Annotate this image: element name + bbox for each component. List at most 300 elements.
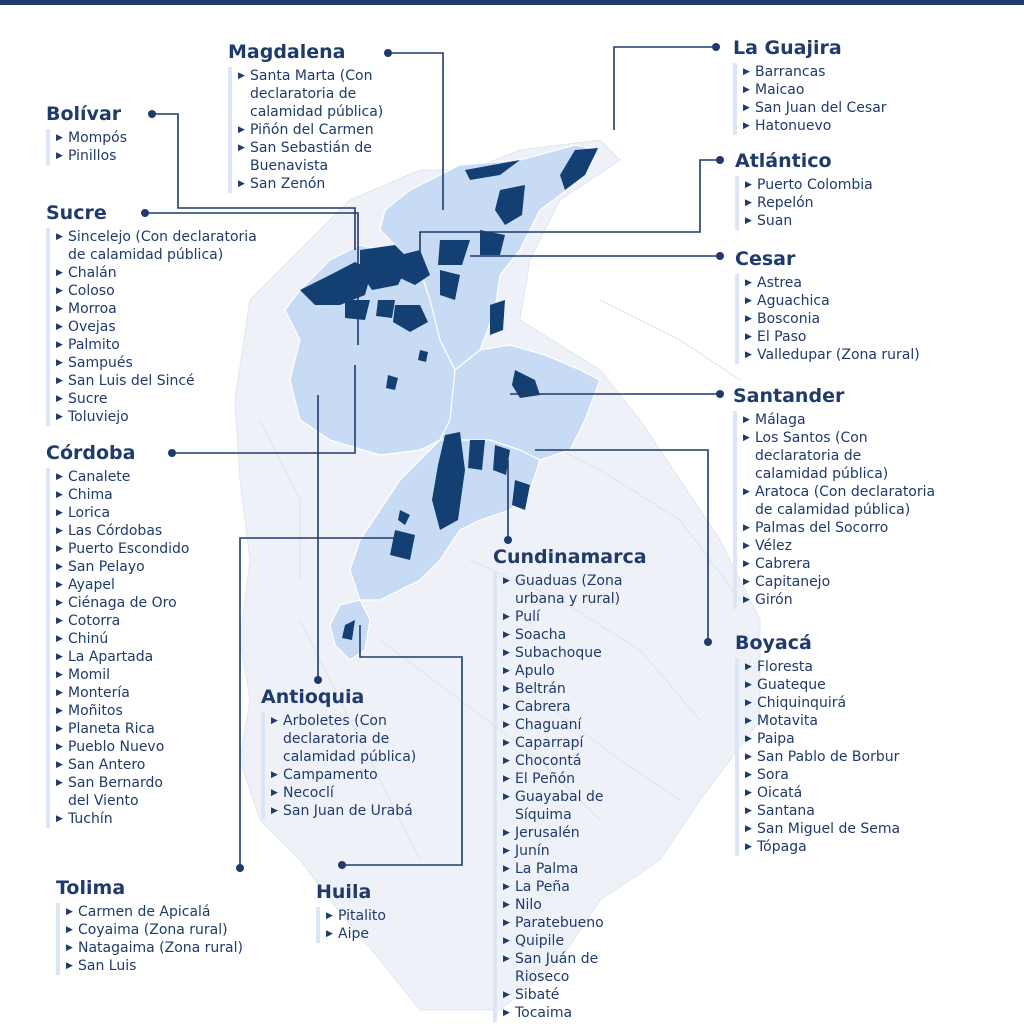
dept-title: Córdoba xyxy=(46,442,136,464)
municipality-item xyxy=(743,117,887,135)
triangle-bullet-icon: ▶ xyxy=(745,662,752,672)
municipality-item xyxy=(56,408,257,426)
municipality-item xyxy=(745,346,920,364)
triangle-bullet-icon: ▶ xyxy=(503,684,510,694)
triangle-bullet-icon: ▶ xyxy=(503,756,510,766)
municipality-name: Piñón del Carmen xyxy=(250,122,374,138)
municipality-name: San Juán de Rioseco xyxy=(515,951,599,985)
municipality-name: Beltrán xyxy=(515,681,566,697)
municipality-name: El Paso xyxy=(757,329,807,345)
municipality-name: Quipile xyxy=(515,933,565,949)
municipality-name: Junín xyxy=(515,843,550,859)
municipality-name: Sincelejo (Con declaratoria de calamidad pública) xyxy=(68,229,257,263)
dept-title: Cesar xyxy=(735,248,796,270)
triangle-bullet-icon: ▶ xyxy=(503,738,510,748)
dept-bolivar xyxy=(46,102,127,165)
municipality-item xyxy=(56,522,189,540)
municipality-item xyxy=(56,264,257,282)
municipality-item xyxy=(271,784,416,802)
municipality-list xyxy=(735,658,900,856)
municipality-name: Sibaté xyxy=(515,987,560,1003)
triangle-bullet-icon: ▶ xyxy=(745,698,752,708)
triangle-bullet-icon: ▶ xyxy=(503,828,510,838)
triangle-bullet-icon: ▶ xyxy=(56,778,63,788)
triangle-bullet-icon: ▶ xyxy=(503,612,510,622)
triangle-bullet-icon: ▶ xyxy=(56,340,63,350)
municipality-name: Montería xyxy=(68,685,130,701)
municipality-item xyxy=(503,950,647,986)
triangle-bullet-icon: ▶ xyxy=(271,716,278,726)
municipality-name: Pinillos xyxy=(68,148,117,164)
dept-title: Magdalena xyxy=(228,41,346,63)
municipality-list xyxy=(228,67,383,193)
triangle-bullet-icon: ▶ xyxy=(743,487,750,497)
triangle-bullet-icon: ▶ xyxy=(238,179,245,189)
triangle-bullet-icon: ▶ xyxy=(271,770,278,780)
municipality-item xyxy=(56,720,189,738)
triangle-bullet-icon: ▶ xyxy=(56,634,63,644)
triangle-bullet-icon: ▶ xyxy=(503,576,510,586)
triangle-bullet-icon: ▶ xyxy=(503,864,510,874)
municipality-item xyxy=(743,63,887,81)
municipality-name: Girón xyxy=(755,592,793,608)
triangle-bullet-icon: ▶ xyxy=(56,394,63,404)
municipality-item xyxy=(745,802,900,820)
municipality-name: Oicatá xyxy=(757,785,803,801)
dept-cordoba xyxy=(46,441,189,828)
municipality-name: Tuchín xyxy=(68,811,113,827)
municipality-list xyxy=(735,176,873,230)
triangle-bullet-icon: ▶ xyxy=(56,652,63,662)
municipality-list xyxy=(46,468,189,828)
municipality-list xyxy=(733,63,887,135)
triangle-bullet-icon: ▶ xyxy=(326,929,333,939)
municipality-item xyxy=(503,932,647,950)
triangle-bullet-icon: ▶ xyxy=(271,788,278,798)
municipality-item xyxy=(503,788,647,824)
municipality-name: Momil xyxy=(68,667,111,683)
triangle-bullet-icon: ▶ xyxy=(66,907,73,917)
municipality-name: La Peña xyxy=(515,879,570,895)
municipality-item xyxy=(56,282,257,300)
triangle-bullet-icon: ▶ xyxy=(56,562,63,572)
dept-title: Tolima xyxy=(56,877,126,899)
triangle-bullet-icon: ▶ xyxy=(326,911,333,921)
municipality-item xyxy=(66,939,243,957)
triangle-bullet-icon: ▶ xyxy=(743,559,750,569)
municipality-name: San Bernardo del Viento xyxy=(68,775,163,809)
triangle-bullet-icon: ▶ xyxy=(56,376,63,386)
municipality-name: Pitalito xyxy=(338,908,386,924)
municipality-item xyxy=(326,907,386,925)
triangle-bullet-icon: ▶ xyxy=(56,286,63,296)
municipality-name: Chinú xyxy=(68,631,109,647)
municipality-name: Tocaima xyxy=(515,1005,573,1021)
triangle-bullet-icon: ▶ xyxy=(503,648,510,658)
dept-boyaca xyxy=(735,631,900,856)
triangle-bullet-icon: ▶ xyxy=(56,580,63,590)
municipality-list xyxy=(46,228,257,426)
municipality-name: Campamento xyxy=(283,767,378,783)
municipality-name: Aratoca (Con declaratoria de calamidad pública) xyxy=(755,484,936,518)
municipality-list xyxy=(733,411,935,609)
triangle-bullet-icon: ▶ xyxy=(56,670,63,680)
triangle-bullet-icon: ▶ xyxy=(745,296,752,306)
triangle-bullet-icon: ▶ xyxy=(238,143,245,153)
municipality-item xyxy=(745,748,900,766)
municipality-item xyxy=(743,591,935,609)
municipality-item xyxy=(743,555,935,573)
municipality-item xyxy=(56,504,189,522)
triangle-bullet-icon: ▶ xyxy=(745,314,752,324)
triangle-bullet-icon: ▶ xyxy=(56,616,63,626)
triangle-bullet-icon: ▶ xyxy=(503,882,510,892)
municipality-name: El Peñón xyxy=(515,771,576,787)
municipality-item xyxy=(66,957,243,975)
triangle-bullet-icon: ▶ xyxy=(745,842,752,852)
municipality-item xyxy=(503,878,647,896)
triangle-bullet-icon: ▶ xyxy=(745,734,752,744)
municipality-item xyxy=(56,666,189,684)
municipality-name: Ovejas xyxy=(68,319,116,335)
municipality-name: Sora xyxy=(757,767,789,783)
dept-santander xyxy=(733,384,935,609)
municipality-item xyxy=(745,310,920,328)
municipality-item xyxy=(56,354,257,372)
municipality-name: Guayabal de Síquima xyxy=(515,789,604,823)
municipality-item xyxy=(56,390,257,408)
dept-title: Antioquia xyxy=(261,686,365,708)
municipality-item xyxy=(743,99,887,117)
municipality-name: Barrancas xyxy=(755,64,826,80)
municipality-item xyxy=(503,626,647,644)
dept-cundinamarca xyxy=(493,545,647,1022)
municipality-name: San Juan del Cesar xyxy=(755,100,887,116)
triangle-bullet-icon: ▶ xyxy=(503,954,510,964)
triangle-bullet-icon: ▶ xyxy=(56,490,63,500)
municipality-name: Palmas del Socorro xyxy=(755,520,889,536)
triangle-bullet-icon: ▶ xyxy=(56,760,63,770)
municipality-item xyxy=(503,698,647,716)
triangle-bullet-icon: ▶ xyxy=(503,1008,510,1018)
triangle-bullet-icon: ▶ xyxy=(745,198,752,208)
triangle-bullet-icon: ▶ xyxy=(56,232,63,242)
municipality-name: Morroa xyxy=(68,301,117,317)
dept-title: La Guajira xyxy=(733,37,842,59)
triangle-bullet-icon: ▶ xyxy=(56,322,63,332)
municipality-item xyxy=(56,486,189,504)
municipality-name: San Luis xyxy=(78,958,137,974)
triangle-bullet-icon: ▶ xyxy=(503,774,510,784)
triangle-bullet-icon: ▶ xyxy=(745,716,752,726)
municipality-item xyxy=(503,734,647,752)
municipality-name: Tópaga xyxy=(757,839,807,855)
municipality-name: Aipe xyxy=(338,926,369,942)
dept-sucre xyxy=(46,201,257,426)
triangle-bullet-icon: ▶ xyxy=(56,268,63,278)
municipality-name: Mompós xyxy=(68,130,128,146)
municipality-name: Ciénaga de Oro xyxy=(68,595,177,611)
municipality-name: Sucre xyxy=(68,391,108,407)
municipality-name: Paratebueno xyxy=(515,915,604,931)
dept-magdalena xyxy=(228,40,383,193)
municipality-name: Maicao xyxy=(755,82,805,98)
municipality-item xyxy=(503,860,647,878)
municipality-name: Suan xyxy=(757,213,793,229)
triangle-bullet-icon: ▶ xyxy=(56,814,63,824)
municipality-item xyxy=(745,694,900,712)
municipality-item xyxy=(503,842,647,860)
triangle-bullet-icon: ▶ xyxy=(745,332,752,342)
municipality-item xyxy=(503,644,647,662)
triangle-bullet-icon: ▶ xyxy=(56,706,63,716)
municipality-name: San Miguel de Sema xyxy=(757,821,901,837)
municipality-item xyxy=(56,300,257,318)
municipality-name: Coyaima (Zona rural) xyxy=(78,922,228,938)
triangle-bullet-icon: ▶ xyxy=(743,67,750,77)
municipality-name: Apulo xyxy=(515,663,555,679)
municipality-name: San Pelayo xyxy=(68,559,145,575)
municipality-name: Bosconia xyxy=(757,311,821,327)
municipality-name: Motavita xyxy=(757,713,818,729)
municipality-name: Puerto Colombia xyxy=(757,177,873,193)
triangle-bullet-icon: ▶ xyxy=(503,846,510,856)
dept-tolima xyxy=(56,876,243,975)
municipality-name: Santana xyxy=(757,803,815,819)
municipality-name: Planeta Rica xyxy=(68,721,155,737)
municipality-item xyxy=(271,712,416,766)
municipality-item xyxy=(745,676,900,694)
municipality-item xyxy=(56,228,257,264)
municipality-list xyxy=(56,903,243,975)
triangle-bullet-icon: ▶ xyxy=(743,433,750,443)
municipality-name: Moñitos xyxy=(68,703,123,719)
triangle-bullet-icon: ▶ xyxy=(66,961,73,971)
municipality-item xyxy=(56,558,189,576)
municipality-name: Las Córdobas xyxy=(68,523,163,539)
triangle-bullet-icon: ▶ xyxy=(238,125,245,135)
municipality-item xyxy=(56,336,257,354)
municipality-name: Puerto Escondido xyxy=(68,541,190,557)
municipality-name: Chiquinquirá xyxy=(757,695,847,711)
municipality-name: Cabrera xyxy=(755,556,811,572)
triangle-bullet-icon: ▶ xyxy=(745,770,752,780)
municipality-item xyxy=(745,176,873,194)
triangle-bullet-icon: ▶ xyxy=(56,526,63,536)
dept-antioquia xyxy=(261,685,416,820)
triangle-bullet-icon: ▶ xyxy=(503,702,510,712)
triangle-bullet-icon: ▶ xyxy=(743,103,750,113)
municipality-list xyxy=(316,907,386,943)
triangle-bullet-icon: ▶ xyxy=(745,752,752,762)
municipality-list xyxy=(735,274,920,364)
triangle-bullet-icon: ▶ xyxy=(745,180,752,190)
dept-title: Sucre xyxy=(46,202,107,224)
municipality-list xyxy=(261,712,416,820)
leader-la-guajira xyxy=(614,47,714,130)
municipality-name: Cabrera xyxy=(515,699,571,715)
municipality-item xyxy=(56,612,189,630)
municipality-name: Chima xyxy=(68,487,113,503)
municipality-item xyxy=(56,756,189,774)
municipality-item xyxy=(745,328,920,346)
municipality-name: Canalete xyxy=(68,469,131,485)
municipality-name: Floresta xyxy=(757,659,813,675)
municipality-name: Chalán xyxy=(68,265,117,281)
municipality-name: Santa Marta (Con declaratoria de calamidad pública) xyxy=(250,68,384,120)
municipality-item xyxy=(743,81,887,99)
triangle-bullet-icon: ▶ xyxy=(745,278,752,288)
municipality-item xyxy=(56,576,189,594)
municipality-item xyxy=(56,774,189,810)
dept-title: Cundinamarca xyxy=(493,546,647,568)
triangle-bullet-icon: ▶ xyxy=(743,523,750,533)
municipality-name: Málaga xyxy=(755,412,806,428)
triangle-bullet-icon: ▶ xyxy=(745,824,752,834)
municipality-item xyxy=(503,896,647,914)
municipality-name: Astrea xyxy=(757,275,803,291)
municipality-name: Chaguaní xyxy=(515,717,582,733)
municipality-item xyxy=(745,712,900,730)
municipality-name: Ayapel xyxy=(68,577,115,593)
municipality-item xyxy=(56,129,127,147)
triangle-bullet-icon: ▶ xyxy=(745,788,752,798)
triangle-bullet-icon: ▶ xyxy=(503,792,510,802)
municipality-item xyxy=(745,274,920,292)
municipality-name: La Apartada xyxy=(68,649,154,665)
municipality-name: Soacha xyxy=(515,627,567,643)
municipality-name: Coloso xyxy=(68,283,115,299)
municipality-item xyxy=(66,903,243,921)
municipality-name: Necoclí xyxy=(283,785,334,801)
municipality-item xyxy=(745,658,900,676)
triangle-bullet-icon: ▶ xyxy=(745,680,752,690)
municipality-name: Sampués xyxy=(68,355,133,371)
triangle-bullet-icon: ▶ xyxy=(56,742,63,752)
municipality-name: Natagaima (Zona rural) xyxy=(78,940,243,956)
triangle-bullet-icon: ▶ xyxy=(743,541,750,551)
triangle-bullet-icon: ▶ xyxy=(66,925,73,935)
triangle-bullet-icon: ▶ xyxy=(743,595,750,605)
triangle-bullet-icon: ▶ xyxy=(56,544,63,554)
triangle-bullet-icon: ▶ xyxy=(743,577,750,587)
dept-cesar xyxy=(735,247,920,364)
triangle-bullet-icon: ▶ xyxy=(503,666,510,676)
triangle-bullet-icon: ▶ xyxy=(503,918,510,928)
triangle-bullet-icon: ▶ xyxy=(745,216,752,226)
municipality-name: Capitanejo xyxy=(755,574,831,590)
municipality-item xyxy=(66,921,243,939)
municipality-name: San Pablo de Borbur xyxy=(757,749,900,765)
triangle-bullet-icon: ▶ xyxy=(271,806,278,816)
municipality-name: Jerusalén xyxy=(515,825,580,841)
municipality-item xyxy=(56,147,127,165)
municipality-item xyxy=(326,925,386,943)
municipality-name: Toluviejo xyxy=(68,409,129,425)
triangle-bullet-icon: ▶ xyxy=(56,133,63,143)
municipality-item xyxy=(238,67,383,121)
municipality-item xyxy=(238,175,383,193)
triangle-bullet-icon: ▶ xyxy=(56,151,63,161)
dept-title: Huila xyxy=(316,881,372,903)
municipality-item xyxy=(745,212,873,230)
municipality-name: Palmito xyxy=(68,337,120,353)
triangle-bullet-icon: ▶ xyxy=(66,943,73,953)
municipality-item xyxy=(56,810,189,828)
municipality-item xyxy=(503,770,647,788)
municipality-item xyxy=(56,648,189,666)
municipality-item xyxy=(743,519,935,537)
municipality-name: Los Santos (Con declaratoria de calamidad pública) xyxy=(755,430,889,482)
dept-huila xyxy=(316,880,386,943)
municipality-item xyxy=(503,824,647,842)
triangle-bullet-icon: ▶ xyxy=(745,350,752,360)
triangle-bullet-icon: ▶ xyxy=(743,121,750,131)
municipality-item xyxy=(503,680,647,698)
triangle-bullet-icon: ▶ xyxy=(56,358,63,368)
municipality-name: Vélez xyxy=(755,538,792,554)
municipality-item xyxy=(503,608,647,626)
municipality-name: Valledupar (Zona rural) xyxy=(757,347,920,363)
dept-title: Bolívar xyxy=(46,103,122,125)
municipality-item xyxy=(503,752,647,770)
municipality-item xyxy=(743,537,935,555)
municipality-name: Lorica xyxy=(68,505,111,521)
municipality-item xyxy=(743,573,935,591)
triangle-bullet-icon: ▶ xyxy=(743,415,750,425)
municipality-item xyxy=(743,429,935,483)
triangle-bullet-icon: ▶ xyxy=(56,412,63,422)
municipality-item xyxy=(56,594,189,612)
municipality-name: Carmen de Apicalá xyxy=(78,904,211,920)
municipality-item xyxy=(745,838,900,856)
municipality-name: Hatonuevo xyxy=(755,118,832,134)
triangle-bullet-icon: ▶ xyxy=(56,472,63,482)
triangle-bullet-icon: ▶ xyxy=(56,598,63,608)
municipality-item xyxy=(271,802,416,820)
triangle-bullet-icon: ▶ xyxy=(56,304,63,314)
triangle-bullet-icon: ▶ xyxy=(503,936,510,946)
municipality-item xyxy=(503,986,647,1004)
municipality-name: San Juan de Urabá xyxy=(283,803,413,819)
municipality-name: Chocontá xyxy=(515,753,582,769)
municipality-item xyxy=(743,483,935,519)
triangle-bullet-icon: ▶ xyxy=(743,85,750,95)
triangle-bullet-icon: ▶ xyxy=(503,990,510,1000)
municipality-name: San Antero xyxy=(68,757,146,773)
municipality-item xyxy=(745,292,920,310)
municipality-item xyxy=(56,702,189,720)
municipality-item xyxy=(745,194,873,212)
municipality-name: La Palma xyxy=(515,861,579,877)
municipality-item xyxy=(271,766,416,784)
municipality-name: Nilo xyxy=(515,897,542,913)
municipality-list xyxy=(46,129,127,165)
municipality-list xyxy=(493,572,647,1022)
triangle-bullet-icon: ▶ xyxy=(238,71,245,81)
municipality-item xyxy=(503,572,647,608)
municipality-item xyxy=(503,716,647,734)
municipality-item xyxy=(56,318,257,336)
municipality-name: San Sebastián de Buenavista xyxy=(250,140,372,174)
triangle-bullet-icon: ▶ xyxy=(56,688,63,698)
municipality-item xyxy=(745,784,900,802)
municipality-item xyxy=(56,684,189,702)
municipality-item xyxy=(56,540,189,558)
municipality-name: Arboletes (Con declaratoria de calamidad pública) xyxy=(283,713,417,765)
municipality-name: San Luis del Sincé xyxy=(68,373,195,389)
municipality-item xyxy=(56,372,257,390)
